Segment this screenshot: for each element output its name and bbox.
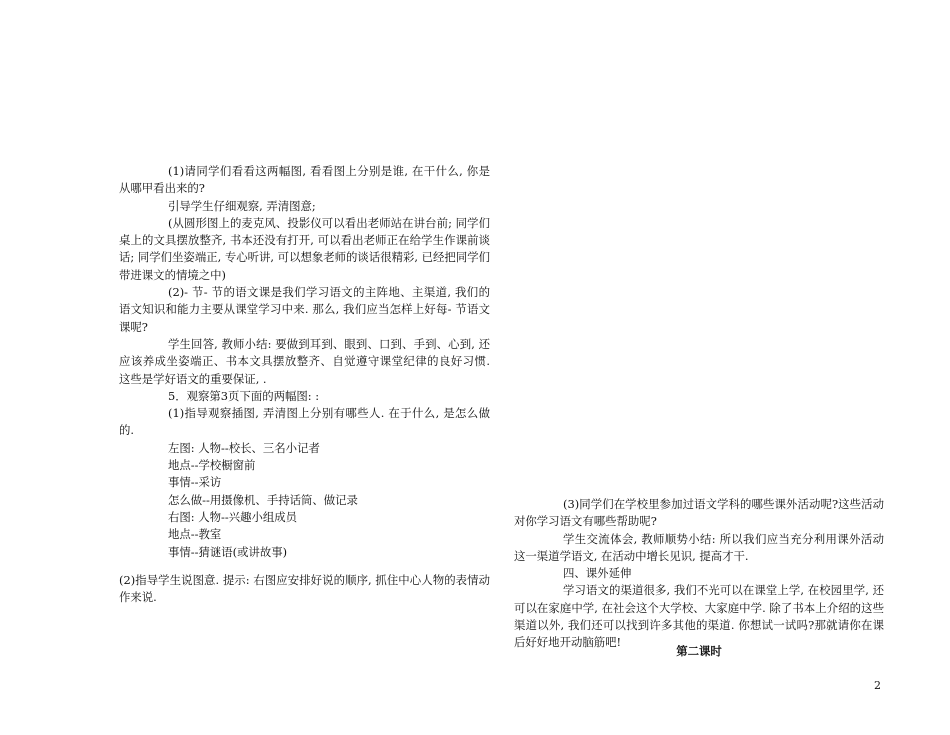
blank-line (119, 561, 490, 572)
section-heading: 第二课时 (676, 644, 722, 658)
paragraph: 左图: 人物--校长、三名小记者 (168, 440, 320, 455)
paragraph: 怎么做--用摄像机、手持话筒、做记录 (168, 492, 358, 507)
paragraph: 四、课外延伸 (563, 566, 632, 581)
paragraph: 事情--采访 (168, 475, 222, 490)
paragraph: 地点--学校橱窗前 (168, 458, 256, 473)
paragraph: (1)请同学们看看这两幅图, 看看图上分别是谁, 在干什么, 你是从哪甲看出来的? (119, 164, 490, 196)
paragraph: (2)指导学生说图意. 提示: 右图应安排好说的顺序, 抓住中心人物的表情动作来说. (119, 572, 490, 605)
right-column (514, 496, 884, 652)
paragraph: (3)同学们在学校里参加过语文学科的哪些课外活动呢?这些活动对你学习语文有哪些帮助呢? (514, 497, 884, 529)
paragraph: 学生交流体会, 教师顺势小结: 所以我们应当充分利用课外活动这一渠道学语文, 在活动中增长见识, 提高才干. (514, 531, 884, 563)
paragraph: 5．观察第3页下面的两幅图: : (168, 388, 320, 403)
page-number: 2 (874, 679, 881, 692)
paragraph: 地点--教室 (168, 527, 222, 542)
paragraph: (从圆形图上的麦克风、投影仪可以看出老师站在讲台前; 同学们桌上的文具摆放整齐, 书本还没有打开, 可以看出老师正在给学生作课前谈话; 同学们坐姿端正, 专心听讲, 可以想象老师的谈话很精彩, 已经把同学们带进课文的情境之中) (119, 215, 490, 282)
paragraph: (2)- 节- 节的语文课是我们学习语文的主阵地、主渠道, 我们的语文知识和能力主要从课堂学习中来. 那么, 我们应当怎样上好每- 节语文课呢? (119, 285, 490, 334)
paragraph: (1)指导观察插图, 弄清图上分别有哪些人. 在于什么, 是怎么做的. (119, 406, 490, 438)
left-column (119, 163, 490, 606)
paragraph: 右图: 人物--兴趣小组成员 (168, 509, 298, 524)
paragraph: 引导学生仔细观察, 弄清图意; (168, 198, 316, 213)
paragraph: 学习语文的渠道很多, 我们不光可以在课堂上学, 在校园里学, 还可以在家庭中学, 在社会这个大学校、大家庭中学. 除了书本上介绍的这些渠道以外, 我们还可以找到许多其他的渠道. 你想试一试吗?那就请你在课后好好地开动脑筋吧! (514, 583, 884, 650)
paragraph: 学生回答, 教师小结: 要做到耳到、眼到、口到、手到、心到, 还应该养成坐姿端正、书本文具摆放整齐、自觉遵守课堂纪律的良好习惯. 这些是学好语文的重要保证, . (119, 336, 490, 386)
paragraph: 事情--猜谜语(或讲故事) (168, 544, 288, 559)
